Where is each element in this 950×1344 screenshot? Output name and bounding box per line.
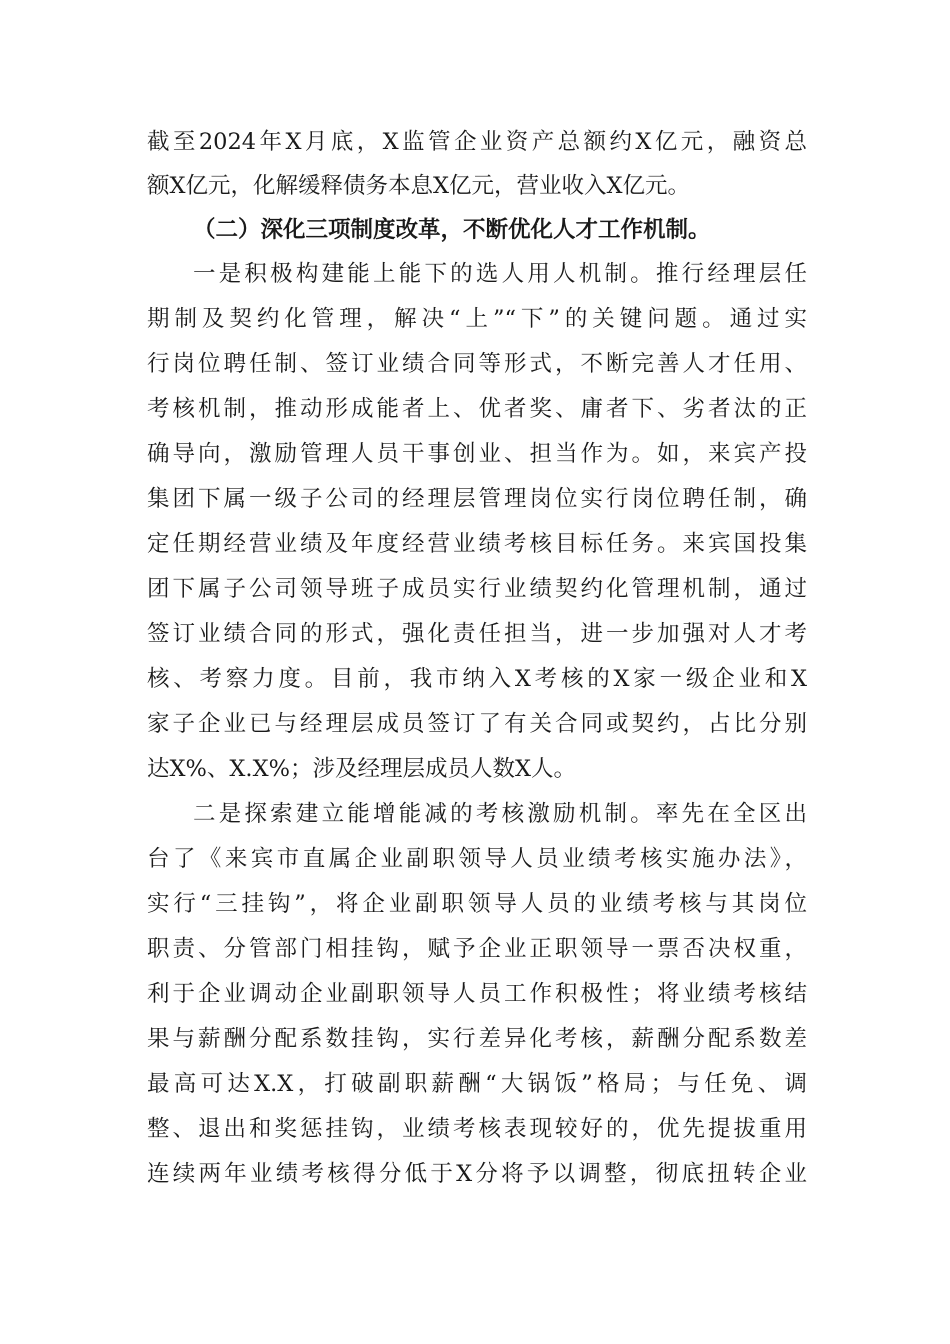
body-text-line: 实行“三挂钩”，将企业副职领导人员的业绩考核与其岗位 [147,891,807,917]
body-text-line: 最高可达X.X，打破副职薪酬“大锅饭”格局；与任免、调 [147,1071,807,1097]
body-text-line: 果与薪酬分配系数挂钩，实行差异化考核，薪酬分配系数差 [147,1026,807,1052]
paragraph-first-line: 二是探索建立能增能减的考核激励机制。率先在全区出 [193,801,807,827]
body-text-line: 台了《来宾市直属企业副职领导人员业绩考核实施办法》， [147,846,807,872]
body-text-line: 行岗位聘任制、签订业绩合同等形式，不断完善人才任用、 [147,351,807,377]
body-text-line: 达X%、X.X%；涉及经理层成员人数X人。 [147,756,576,782]
body-text-line: 额X亿元，化解缓释债务本息X亿元，营业收入X亿元。 [147,173,691,199]
body-text-line: 家子企业已与经理层成员签订了有关合同或契约，占比分别 [147,711,807,737]
body-text-line: 确导向，激励管理人员干事创业、担当作为。如，来宾产投 [147,441,807,467]
body-text-line: 利于企业调动企业副职领导人员工作积极性；将业绩考核结 [147,981,807,1007]
body-text-line: 集团下属一级子公司的经理层管理岗位实行岗位聘任制，确 [147,486,807,512]
body-text-line: 核、考察力度。目前，我市纳入X考核的X家一级企业和X [147,666,807,692]
body-text-line: 考核机制，推动形成能者上、优者奖、庸者下、劣者汰的正 [147,396,807,422]
body-text-line: 整、退出和奖惩挂钩，业绩考核表现较好的，优先提拔重用 [147,1116,807,1142]
body-text-line: 职责、分管部门相挂钩，赋予企业正职领导一票否决权重， [147,936,807,962]
body-text-line: 连续两年业绩考核得分低于X分将予以调整，彻底扭转企业 [147,1161,807,1187]
body-text-line: 定任期经营业绩及年度经营业绩考核目标任务。来宾国投集 [147,531,807,557]
body-text-line: 截至2024年X月底，X监管企业资产总额约X亿元，融资总 [147,129,807,155]
section-heading: （二）深化三项制度改革，不断优化人才工作机制。 [193,217,711,243]
body-text-line: 签订业绩合同的形式，强化责任担当，进一步加强对人才考 [147,621,807,647]
body-text-line: 团下属子公司领导班子成员实行业绩契约化管理机制，通过 [147,576,807,602]
body-text-line: 期制及契约化管理，解决“上”“下”的关键问题。通过实 [147,306,807,332]
paragraph-first-line: 一是积极构建能上能下的选人用人机制。推行经理层任 [193,261,807,287]
